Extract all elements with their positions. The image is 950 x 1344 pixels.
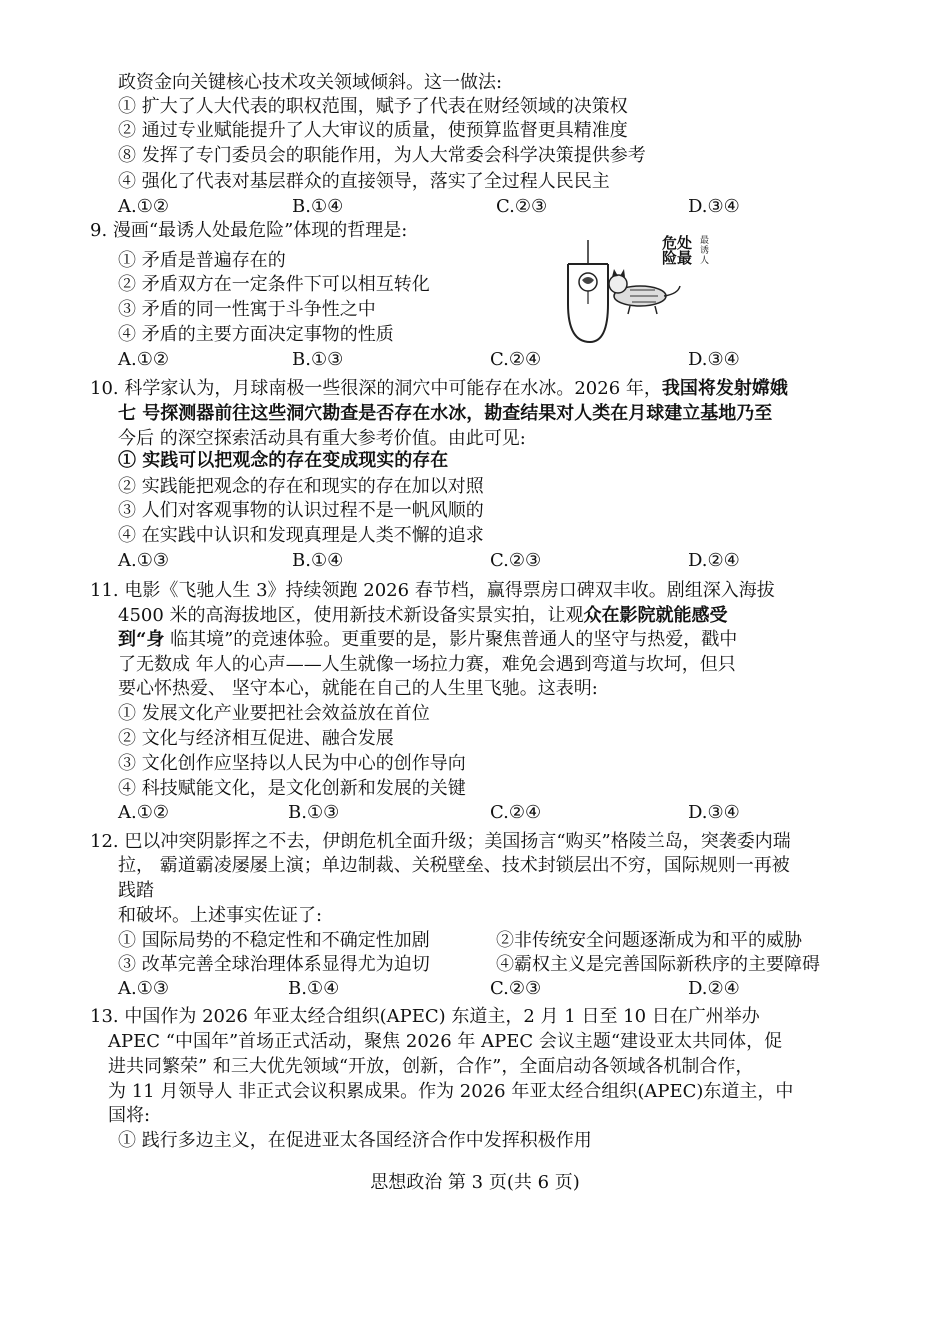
q11-line-3-bold: 到“身 [118,629,165,650]
q10-line-3: 今后 的深空探索活动具有重大参考价值。由此可见: [118,428,526,449]
q8-options [0,195,950,219]
q12-option-a: A.①③ [118,978,169,999]
q11-line-2 [118,605,728,627]
q11-options [0,801,950,825]
q11-line-2-text: 4500 米的高海拔地区，使用新技术新设备实景实拍，让观 [118,605,584,626]
q11-option-b: B.①③ [288,802,340,823]
q11-line-5: 要心怀热爱、 坚守本心，就能在自己的人生里飞驰。这表明: [118,678,598,699]
q12-statement-1: ① 国际局势的不稳定性和不确定性加剧 [118,930,430,951]
q8-statement-1: ① 扩大了人大代表的职权范围，赋予了代表在财经领域的决策权 [118,96,628,117]
q11-line-1: 11. 电影《飞驰人生 3》持续领跑 2026 春节档，赢得票房口碑双丰收。剧组深入海拔 [90,580,775,601]
q12-line-1: 12. 巴以冲突阴影挥之不去，伊朗危机全面升级；美国扬言“购买”格陵兰岛，突袭委内瑞 [90,831,791,852]
q10-option-a: A.①③ [118,550,169,571]
q11-option-c: C.②④ [490,802,542,823]
q9-option-a: A.①② [118,349,169,370]
q10-line-1-text: 10. 科学家认为，月球南极一些很深的洞穴中可能存在水冰。2026 年， [90,378,662,399]
q9-option-c: C.②④ [490,349,542,370]
q9-cartoon [560,234,720,354]
q8-statement-3: ⑧ 发挥了专门委员会的职能作用，为人大常委会科学决策提供参考 [118,145,646,166]
q8-option-c: C.②③ [496,196,548,217]
q10-option-b: B.①④ [292,550,344,571]
q13-line-4: 为 11 月领导人 非正式会议积累成果。作为 2026 年亚太经合组织(APEC)东道主，中 [108,1081,794,1102]
q11-statement-4: ④ 科技赋能文化，是文化创新和发展的关键 [118,778,466,799]
q9-statement-4: ④ 矛盾的主要方面决定事物的性质 [118,324,394,345]
q12-line-4: 和破坏。上述事实佐证了: [118,905,323,926]
q10-option-d: D.②④ [688,550,740,571]
q10-options [0,549,950,573]
q9-option-b: B.①③ [292,349,344,370]
q10-line-2: 七 号探测器前往这些洞穴勘查是否存在水冰，勘查结果对人类在月球建立基地乃至 [118,403,773,424]
q10-statement-1: ① 实践可以把观念的存在变成现实的存在 [118,450,449,471]
q12-option-d: D.②④ [688,978,740,999]
q8-option-a: A.①② [118,196,169,217]
q12-statement-2: ②非传统安全问题逐渐成为和平的威胁 [496,930,802,951]
q11-line-4: 了无数成 年人的心声——人生就像一场拉力赛，难免会遇到弯道与坎坷，但只 [118,654,736,675]
q13-line-2: APEC “中国年”首场正式活动，聚焦 2026 年 APEC 会议主题“建设亚太共同体，促 [108,1031,783,1052]
page-footer: 思想政治 第 3 页(共 6 页) [370,1172,580,1193]
q9-options [0,348,950,372]
q10-statement-2: ② 实践能把观念的存在和现实的存在加以对照 [118,476,484,497]
q10-line-1-bold: 我国将发射嫦娥 [661,378,788,399]
q12-option-b: B.①④ [288,978,340,999]
q11-statement-2: ② 文化与经济相互促进、融合发展 [118,728,394,749]
q10-statement-4: ④ 在实践中认识和发现真理是人类不懈的追求 [118,525,484,546]
q12-line-2: 拉， 霸道霸凌屡屡上演；单边制裁、关税壁垒、技术封锁层出不穷，国际规则一再被 [118,855,790,876]
q11-line-3-text: 临其境”的竞速体验。更重要的是，影片聚焦普通人的坚守与热爱，戳中 [164,629,738,650]
q10-statement-3: ③ 人们对客观事物的认识过程不是一帆风顺的 [118,500,484,521]
q10-line-1 [90,378,788,400]
q8-stem-continuation: 政资金向关键核心技术攻关领域倾斜。这一做法: [118,72,503,93]
q12-statement-4: ④霸权主义是完善国际新秩序的主要障碍 [496,954,820,975]
q9-stem: 9. 漫画“最诱人处最危险”体现的哲理是: [90,220,408,241]
q12-statement-3: ③ 改革完善全球治理体系显得尤为迫切 [118,954,430,975]
q11-line-2-bold: 众在影院就能感受 [583,605,728,626]
q9-statement-3: ③ 矛盾的同一性寓于斗争性之中 [118,299,376,320]
q13-line-1: 13. 中国作为 2026 年亚太经合组织(APEC) 东道主，2 月 1 日至 10 日在广州举办 [90,1006,760,1027]
q11-option-d: D.③④ [688,802,740,823]
q8-option-d: D.③④ [688,196,740,217]
q8-statement-2: ② 通过专业赋能提升了人大审议的质量，使预算监督更具精准度 [118,120,628,141]
q9-statement-2: ② 矛盾双方在一定条件下可以相互转化 [118,274,430,295]
q13-statement-1: ① 践行多边主义，在促进亚太各国经济合作中发挥积极作用 [118,1130,592,1151]
q12-line-3: 践踏 [118,880,154,901]
cartoon-label-side: 最诱人 [700,236,710,266]
q9-statement-1: ① 矛盾是普遍存在的 [118,250,286,271]
q13-line-5: 国将: [108,1105,151,1126]
cartoon-label-main: 危处险最 [662,234,693,267]
q12-options [0,977,950,1001]
q9-option-d: D.③④ [688,349,740,370]
q12-option-c: C.②③ [490,978,542,999]
q11-statement-3: ③ 文化创作应坚持以人民为中心的创作导向 [118,753,466,774]
q8-option-b: B.①④ [292,196,344,217]
q11-option-a: A.①② [118,802,169,823]
q13-line-3: 进共同繁荣” 和三大优先领域“开放，创新，合作”，全面启动各领域各机制合作， [108,1056,754,1077]
q10-option-c: C.②③ [490,550,542,571]
q8-statement-4: ④ 强化了代表对基层群众的直接领导，落实了全过程人民民主 [118,171,610,192]
q11-statement-1: ① 发展文化产业要把社会效益放在首位 [118,703,430,724]
q11-line-3 [118,629,737,651]
